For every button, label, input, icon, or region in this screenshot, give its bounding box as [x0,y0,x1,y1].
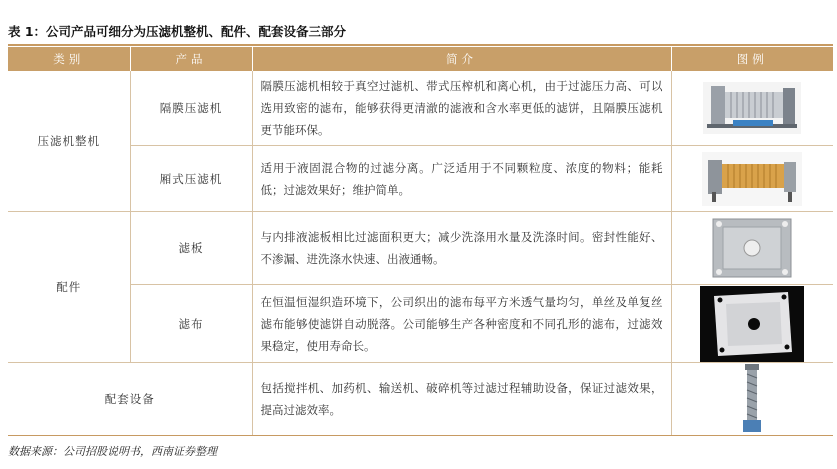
header-description: 简介 [252,47,671,71]
description-cell: 包括搅拌机、加药机、输送机、破碎机等过滤过程辅助设备，保证过滤效果，提高过滤效率。 [252,363,671,436]
table-title: 表 1：公司产品可细分为压滤机整机、配件、配套设备三部分 [8,24,347,39]
product-table [8,47,833,436]
product-cell: 厢式压滤机 [130,146,252,212]
conveyor-equipment-photo [727,364,777,434]
filter-plate-photo [707,215,797,281]
header-rule [8,44,833,46]
membrane-filter-press-photo [703,82,801,134]
description-cell: 在恒温恒湿织造环境下，公司织出的滤布每平方米透气量均匀，单丝及单复丝滤布能够使滤饼自动脱落。公司能够生产各种密度和不同孔形的滤布，过滤效果稳定，使用寿命长。 [252,285,671,363]
chamber-filter-press-photo [702,152,802,206]
header-category: 类别 [8,47,130,71]
description-cell: 隔膜压滤机相较于真空过滤机、带式压榨机和离心机，由于过滤压力高、可以选用致密的滤布，能够获得更清澈的滤液和含水率更低的滤饼，且隔膜压滤机更节能环保。 [252,71,671,146]
table-row [8,146,833,212]
table-row [8,363,833,436]
header-illustration: 图例 [671,47,833,71]
bottom-rule [8,435,833,436]
table-row [8,285,833,363]
illustration-cell [671,212,833,285]
illustration-cell [671,146,833,212]
table-header-row [8,47,833,71]
header-product: 产品 [130,47,252,71]
category-cell: 压滤机整机 [8,71,130,212]
illustration-cell [671,285,833,363]
illustration-cell [671,71,833,146]
illustration-cell [671,363,833,436]
category-cell: 配套设备 [8,363,252,436]
product-cell: 滤布 [130,285,252,363]
product-cell: 隔膜压滤机 [130,71,252,146]
table-row [8,71,833,146]
description-cell: 与内排液滤板相比过滤面积更大；减少洗涤用水量及洗涤时间。密封性能好、不渗漏、进洗涤水快速、出液通畅。 [252,212,671,285]
source-note: 数据来源：公司招股说明书，西南证券整理 [8,445,217,458]
category-cell: 配件 [8,212,130,363]
description-cell: 适用于液固混合物的过滤分离。广泛适用于不同颗粒度、浓度的物料；能耗低；过滤效果好；维护简单。 [252,146,671,212]
product-cell: 滤板 [130,212,252,285]
filter-cloth-photo [700,286,804,362]
table-row [8,212,833,285]
